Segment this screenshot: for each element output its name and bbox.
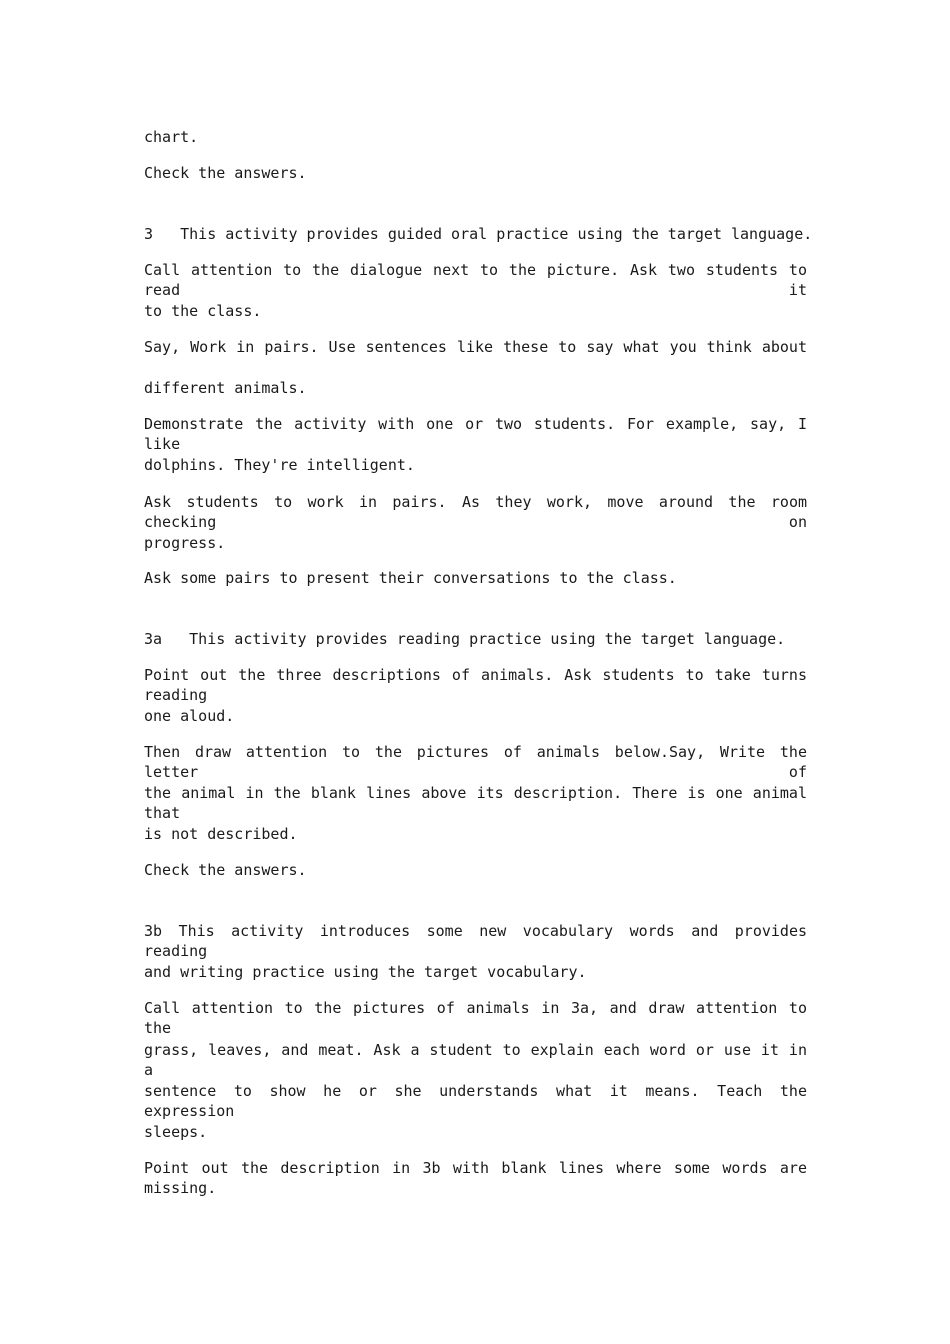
text-line: and writing practice using the target vocabulary. [144,963,587,981]
text-line: Point out the three descriptions of animals. Ask students to take turns reading [144,666,807,704]
text-line: chart. [144,128,199,146]
text-line: sentence to show he or she understands what it means. Teach the expression [144,1082,807,1120]
text-line: Say, Work in pairs. Use sentences like these to say what you think about [144,338,807,356]
text-line: Demonstrate the activity with one or two students. For example, say, I like [144,415,807,453]
text-line: progress. [144,534,226,552]
text-line: Check the answers. [144,164,307,182]
text-line: Check the answers. [144,861,307,879]
text-line: grass, leaves, and meat. Ask a student to explain each word or use it in a [144,1041,807,1079]
text-line: different animals. [144,379,307,397]
text-line: Ask some pairs to present their conversations to the class. [144,569,677,587]
text-line: is not described. [144,825,298,843]
text-line: dolphins. They're intelligent. [144,456,415,474]
text-line: to the class. [144,302,262,320]
text-line: one aloud. [144,707,235,725]
section-heading-3a: 3a This activity provides reading practice using the target language. [144,630,786,648]
text-line: the animal in the blank lines above its description. There is one animal that [144,784,807,822]
section-heading-3: 3 This activity provides guided oral practice using the target language. [144,225,813,243]
text-line: Ask students to work in pairs. As they work, move around the room checking on [144,493,807,531]
text-line: Point out the description in 3b with blank lines where some words are missing. [144,1159,807,1197]
section-heading-3b: 3b This activity introduces some new vocabulary words and provides reading [144,922,807,960]
text-line: Call attention to the pictures of animals in 3a, and draw attention to the [144,999,807,1037]
text-line: Then draw attention to the pictures of animals below.Say, Write the letter of [144,743,807,781]
text-line: Call attention to the dialogue next to the picture. Ask two students to read it [144,261,807,299]
text-line: sleeps. [144,1123,208,1141]
